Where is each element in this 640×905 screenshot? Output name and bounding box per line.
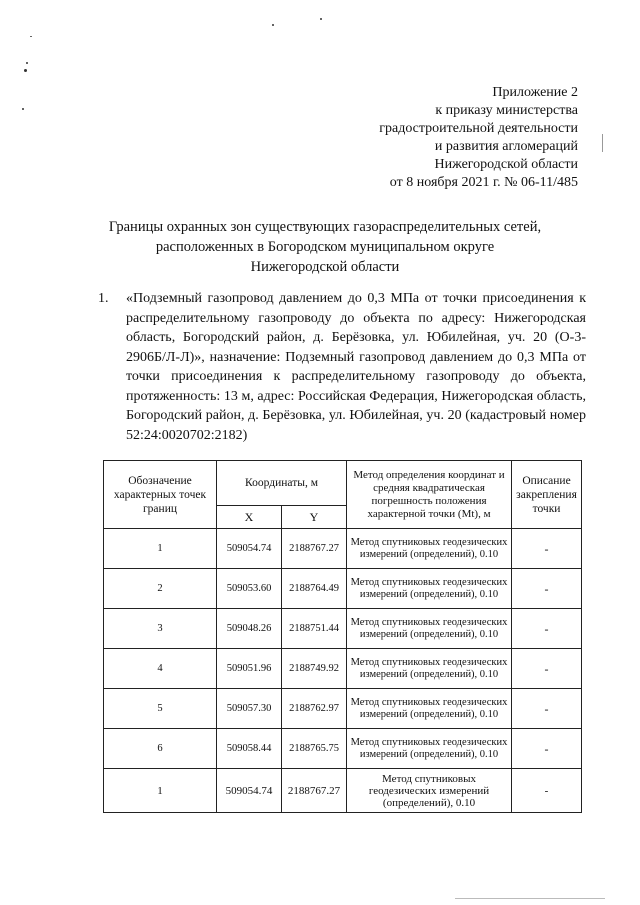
table-row [104,729,582,769]
cell-y: 2188767.27 [282,529,347,569]
table-row [104,569,582,609]
appendix-line: Приложение 2 [492,85,578,100]
table-row [104,769,582,813]
appendix-line: градостроительной деятельности [379,121,578,136]
appendix-line: Нижегородской области [434,157,578,172]
cell-point: 5 [104,689,217,729]
cell-x: 509051.96 [217,649,282,689]
table-row [104,609,582,649]
cell-method: Метод спутниковых геодезических измерений (определений), 0.10 [347,689,512,729]
table-row [104,529,582,569]
cell-point: 2 [104,569,217,609]
header-designation: Обозначение характерных точек границ [104,461,217,529]
coordinates-table [103,460,582,813]
list-item-number: 1. [98,291,109,306]
cell-description: - [512,569,582,609]
title-line: Границы охранных зон существующих газораспределительных сетей, [108,219,542,235]
cell-description: - [512,769,582,813]
title-line: расположенных в Богородском муниципальном округе [155,239,495,255]
cell-x: 509048.26 [217,609,282,649]
header-coordinates: Координаты, м [217,461,347,506]
cell-x: 509054.74 [217,769,282,813]
cell-point: 6 [104,729,217,769]
cell-point: 4 [104,649,217,689]
cell-y: 2188767.27 [282,769,347,813]
list-item [100,289,586,445]
cell-y: 2188749.92 [282,649,347,689]
table-row [104,689,582,729]
cell-x: 509058.44 [217,729,282,769]
cell-description: - [512,649,582,689]
title-line: Нижегородской области [250,259,400,275]
cell-x: 509053.60 [217,569,282,609]
appendix-line: от 8 ноября 2021 г. № 06-11/485 [389,175,578,190]
appendix-block [379,84,578,192]
header-x: X [217,506,282,529]
appendix-line: к приказу министерства [435,103,578,118]
cell-method: Метод спутниковых геодезических измерений (определений), 0.10 [347,649,512,689]
cell-y: 2188762.97 [282,689,347,729]
cell-description: - [512,689,582,729]
header-y: Y [282,506,347,529]
page-bottom-rule [455,898,605,899]
cell-method: Метод спутниковых геодезических измерений (определений), 0.10 [347,609,512,649]
cell-method: Метод спутниковых геодезических измерений (определений), 0.10 [347,569,512,609]
cell-y: 2188765.75 [282,729,347,769]
cell-point: 1 [104,769,217,813]
appendix-line: и развития агломераций [434,139,578,154]
cell-description: - [512,729,582,769]
cell-description: - [512,529,582,569]
cell-point: 1 [104,529,217,569]
cell-point: 3 [104,609,217,649]
cell-x: 509057.30 [217,689,282,729]
document-title [60,217,590,277]
cell-x: 509054.74 [217,529,282,569]
header-description: Описание закрепления точки [512,461,582,529]
cell-y: 2188751.44 [282,609,347,649]
cell-method: Метод спутниковых геодезических измерений (определений), 0.10 [347,729,512,769]
cell-method: Метод спутниковых геодезических измерений (определений), 0.10 [347,529,512,569]
cell-method: Метод спутниковых геодезических измерений (определений), 0.10 [347,769,512,813]
table-row [104,649,582,689]
header-method: Метод определения координат и средняя квадратическая погрешность положения характерной точки (Mt), м [347,461,512,529]
cell-y: 2188764.49 [282,569,347,609]
list-item-text: «Подземный газопровод давлением до 0,3 МПа от точки присоединения к распределительному газопроводу до объекта по адресу: Нижегородская область, Богородский район, д. Берёзовка, ул. Юбилейная, уч. 20 (О-3-2906Б/Л-Л)», назначение: Подземный газопровод давлением до 0,3 МПа от точки присоединения к распределительному газопроводу до объекта, протяженность: 13 м, адрес: Российская Федерация, Нижегородская область, Богородский район, д. Берёзовка, ул. Юбилейная, уч. 20 (кадастровый номер 52:24:0020702:2182) [126,291,586,443]
cell-description: - [512,609,582,649]
